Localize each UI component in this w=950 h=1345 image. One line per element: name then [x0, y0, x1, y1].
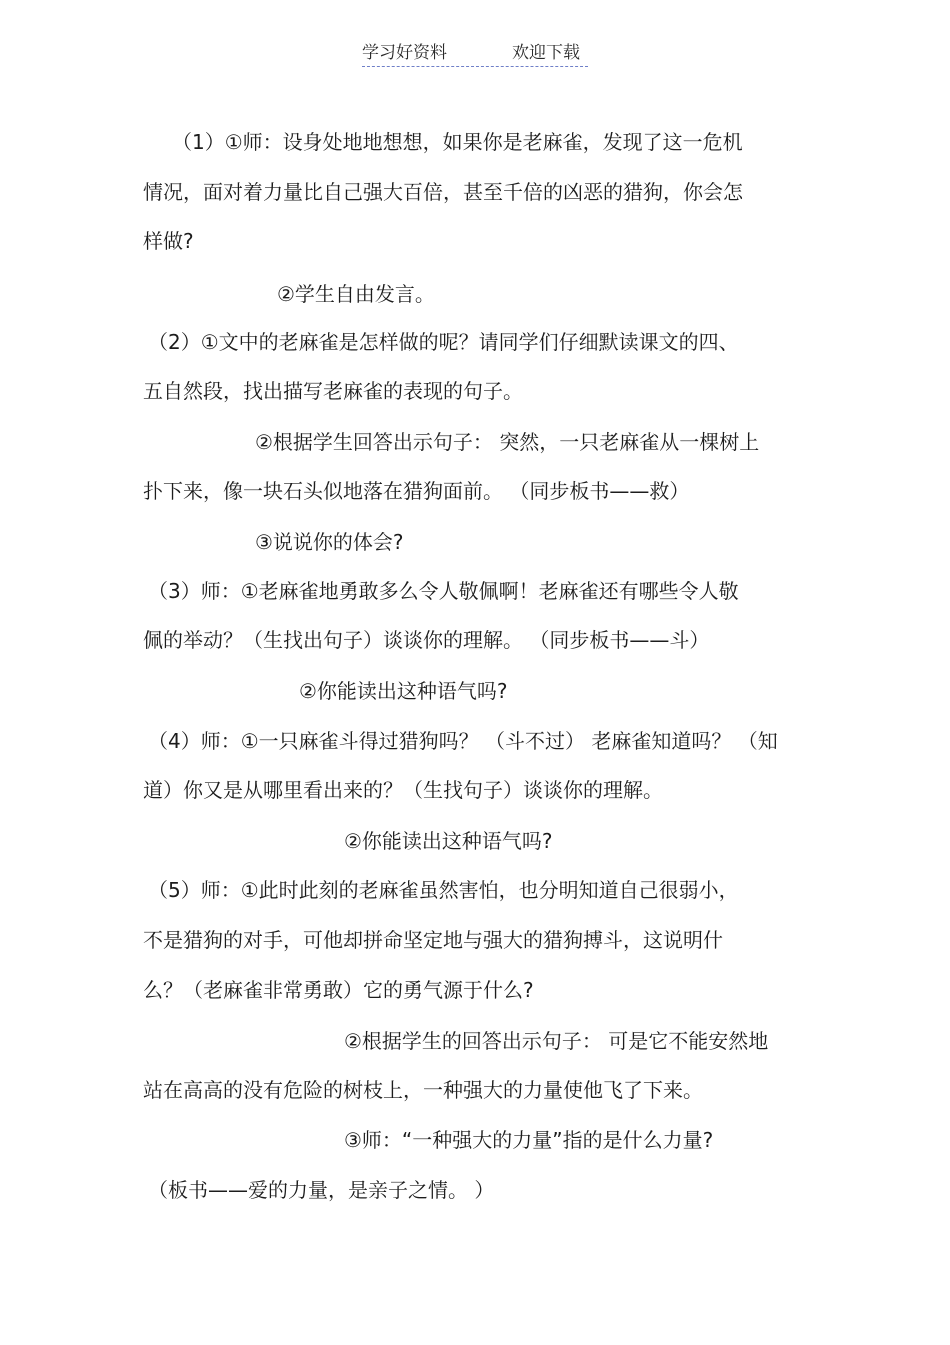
text-line: ②根据学生的回答出示句子： 可是它不能安然地 [344, 1029, 769, 1053]
text-line: ③师：“一种强大的力量”指的是什么力量? [344, 1128, 714, 1152]
text-line: 道）你又是从哪里看出来的？（生找句子）谈谈你的理解。 [143, 778, 663, 802]
text-line: ②你能读出这种语气吗? [344, 829, 553, 853]
text-line: （3）师：①老麻雀地勇敢多么令人敬佩啊！老麻雀还有哪些令人敬 [148, 579, 739, 603]
header-right-text: 欢迎下载 [512, 43, 580, 63]
text-line: 情况，面对着力量比自己强大百倍，甚至千倍的凶恶的猎狗，你会怎 [143, 180, 743, 204]
text-line: 样做? [143, 229, 194, 253]
text-line: ③说说你的体会? [255, 530, 404, 554]
text-line: 佩的举动？（生找出句子）谈谈你的理解。 （同步板书——斗） [143, 628, 710, 652]
text-line: 不是猎狗的对手，可他却拼命坚定地与强大的猎狗搏斗，这说明什 [143, 928, 723, 952]
text-line: ②根据学生回答出示句子： 突然，一只老麻雀从一棵树上 [255, 430, 760, 454]
text-line: 五自然段，找出描写老麻雀的表现的句子。 [143, 379, 523, 403]
text-line: ②学生自由发言。 [277, 282, 435, 306]
text-line: （板书——爱的力量，是亲子之情。 ） [148, 1178, 495, 1202]
text-line: 站在高高的没有危险的树枝上，一种强大的力量使他飞了下来。 [143, 1078, 703, 1102]
text-line: （4）师：①一只麻雀斗得过猎狗吗？ （斗不过） 老麻雀知道吗？ （知 [148, 729, 778, 753]
text-line: （2）①文中的老麻雀是怎样做的呢？请同学们仔细默读课文的四、 [148, 330, 739, 354]
header-left-text: 学习好资料 [362, 43, 447, 63]
text-line: （5）师：①此时此刻的老麻雀虽然害怕，也分明知道自己很弱小， [148, 878, 739, 902]
page-header [362, 40, 588, 67]
text-line: ②你能读出这种语气吗? [299, 679, 508, 703]
text-line: （1）①师：设身处地地想想，如果你是老麻雀，发现了这一危机 [172, 130, 743, 154]
text-line: 扑下来，像一块石头似地落在猎狗面前。 （同步板书——救） [143, 479, 690, 503]
text-line: 么？（老麻雀非常勇敢）它的勇气源于什么? [143, 978, 534, 1002]
